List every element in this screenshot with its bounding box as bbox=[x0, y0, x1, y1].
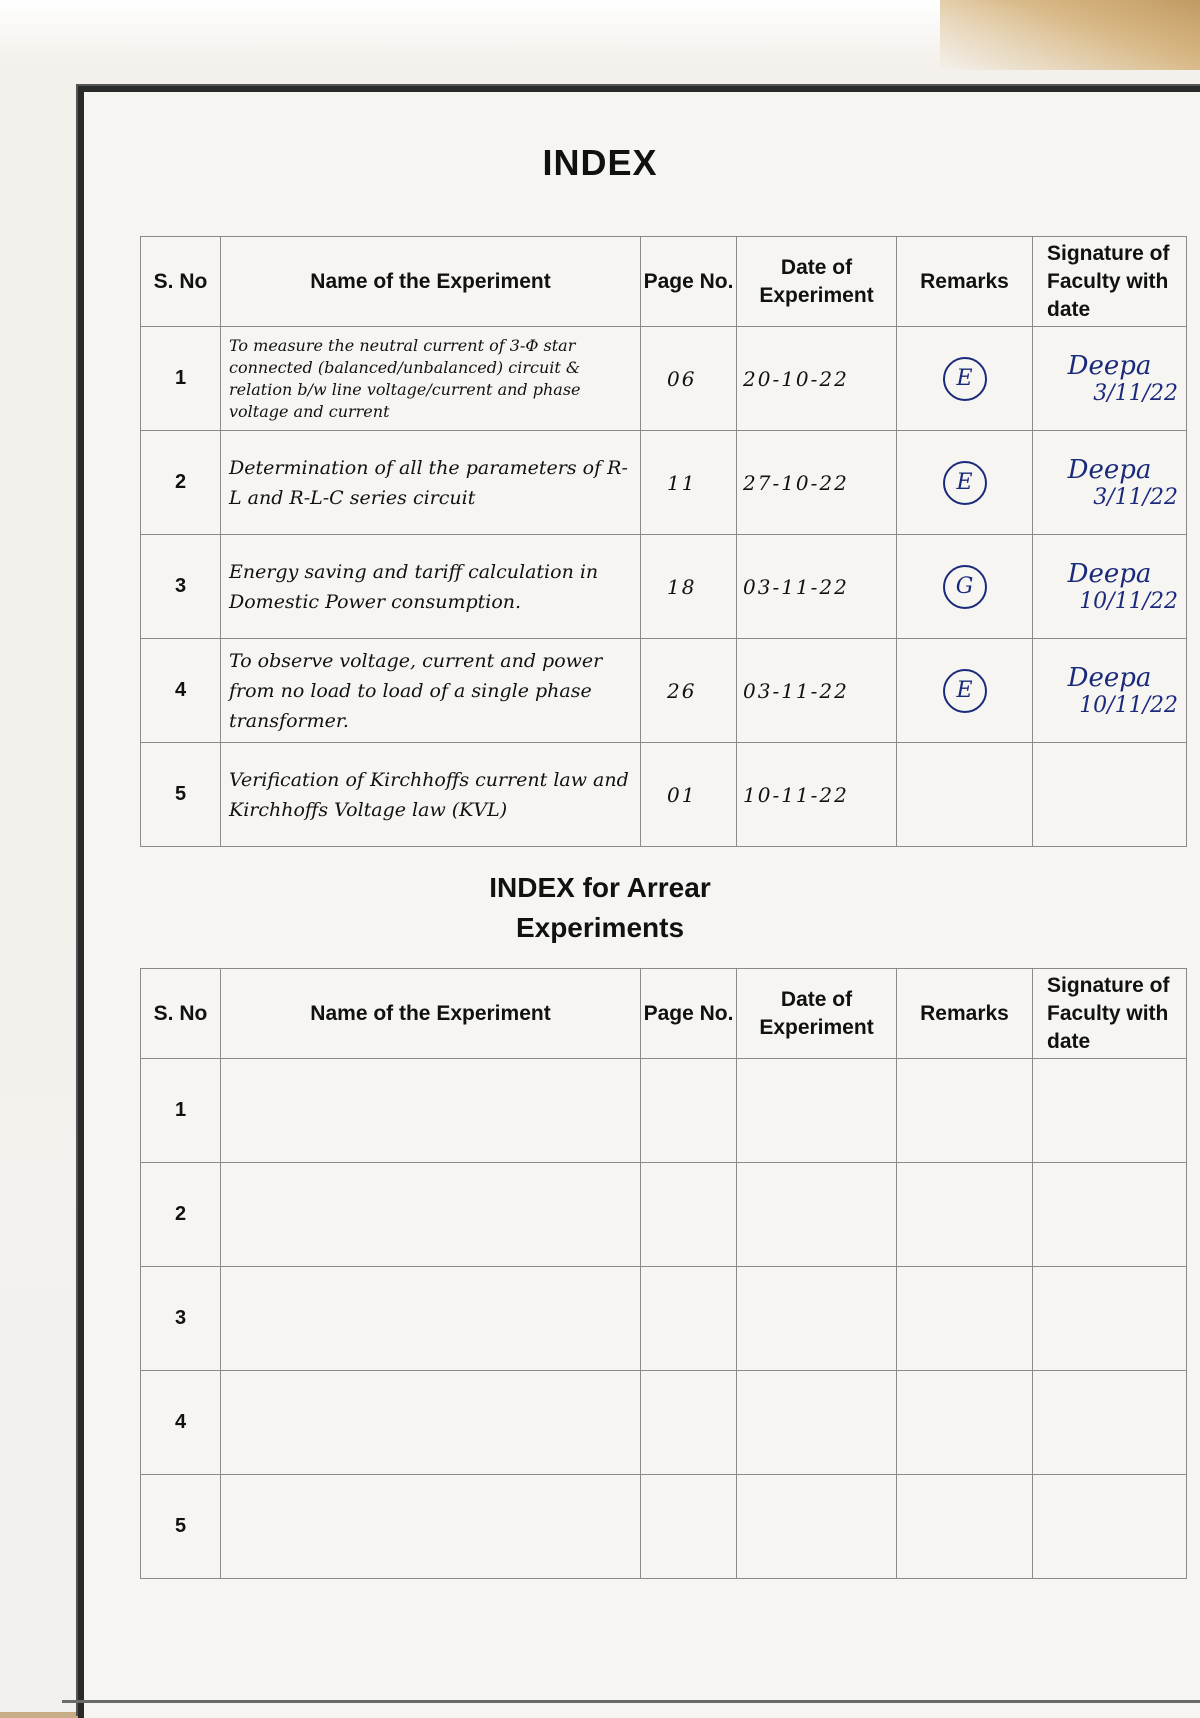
signature-cell bbox=[1033, 1059, 1187, 1163]
experiment-name: Energy saving and tariff calculation in Domestic Power consumption. bbox=[221, 535, 641, 639]
header-sno: S. No bbox=[141, 969, 221, 1059]
table-row bbox=[141, 535, 1187, 639]
header-sno: S. No bbox=[141, 237, 221, 327]
faculty-signature: Deepa bbox=[1067, 662, 1152, 693]
index-table bbox=[140, 236, 1187, 847]
remark-cell bbox=[897, 1059, 1033, 1163]
faculty-signature: Deepa bbox=[1067, 350, 1152, 381]
header-remarks: Remarks bbox=[897, 969, 1033, 1059]
signature-cell bbox=[1033, 1267, 1187, 1371]
header-signature: Signature of Faculty with date bbox=[1033, 969, 1187, 1059]
remark-cell bbox=[897, 1475, 1033, 1579]
row-sno: 2 bbox=[141, 1163, 221, 1267]
arrear-header-row bbox=[141, 969, 1187, 1059]
arrear-title-line1: INDEX for Arrear bbox=[489, 872, 711, 903]
experiment-date: 03-11-22 bbox=[737, 639, 897, 743]
faculty-signature: Deepa bbox=[1067, 558, 1152, 589]
remark-cell bbox=[897, 1163, 1033, 1267]
index-title: INDEX bbox=[542, 142, 658, 183]
header-page: Page No. bbox=[641, 969, 737, 1059]
signature-cell bbox=[1033, 1371, 1187, 1475]
remark-cell bbox=[897, 1371, 1033, 1475]
page-number bbox=[641, 1371, 737, 1475]
row-sno: 4 bbox=[141, 1371, 221, 1475]
signature-cell bbox=[1033, 1163, 1187, 1267]
index-header-row bbox=[141, 237, 1187, 327]
experiment-date bbox=[737, 1059, 897, 1163]
page-number bbox=[641, 1267, 737, 1371]
experiment-date: 20-10-22 bbox=[737, 327, 897, 431]
experiment-date bbox=[737, 1267, 897, 1371]
remark-cell bbox=[897, 535, 1033, 639]
table-row bbox=[141, 1371, 1187, 1475]
page-bottom-border bbox=[62, 1700, 1200, 1703]
experiment-name: Determination of all the parameters of R-L and R-L-C series circuit bbox=[221, 431, 641, 535]
remark-cell bbox=[897, 743, 1033, 847]
signature-date: 10/11/22 bbox=[1079, 588, 1178, 614]
remark-cell bbox=[897, 431, 1033, 535]
table-row bbox=[141, 1475, 1187, 1579]
grade-stamp: E bbox=[943, 357, 987, 401]
page-number bbox=[641, 1059, 737, 1163]
page-number: 06 bbox=[641, 327, 737, 431]
remark-cell bbox=[897, 327, 1033, 431]
experiment-name bbox=[221, 1475, 641, 1579]
row-sno: 4 bbox=[141, 639, 221, 743]
header-name: Name of the Experiment bbox=[221, 969, 641, 1059]
experiment-date: 03-11-22 bbox=[737, 535, 897, 639]
grade-stamp: E bbox=[943, 669, 987, 713]
row-sno: 5 bbox=[141, 743, 221, 847]
signature-cell bbox=[1033, 535, 1187, 639]
grade-stamp: E bbox=[943, 461, 987, 505]
row-sno: 3 bbox=[141, 1267, 221, 1371]
arrear-index-table bbox=[140, 968, 1187, 1579]
page-number: 01 bbox=[641, 743, 737, 847]
experiment-date bbox=[737, 1371, 897, 1475]
row-sno: 1 bbox=[141, 327, 221, 431]
signature-date: 3/11/22 bbox=[1093, 484, 1178, 510]
header-name: Name of the Experiment bbox=[221, 237, 641, 327]
page-number: 18 bbox=[641, 535, 737, 639]
table-row bbox=[141, 1163, 1187, 1267]
signature-cell bbox=[1033, 639, 1187, 743]
row-sno: 5 bbox=[141, 1475, 221, 1579]
signature-cell bbox=[1033, 327, 1187, 431]
signature-cell bbox=[1033, 1475, 1187, 1579]
signature-cell bbox=[1033, 743, 1187, 847]
experiment-name bbox=[221, 1163, 641, 1267]
page-number: 11 bbox=[641, 431, 737, 535]
table-row bbox=[141, 639, 1187, 743]
row-sno: 2 bbox=[141, 431, 221, 535]
remark-cell bbox=[897, 1267, 1033, 1371]
table-row bbox=[141, 1059, 1187, 1163]
signature-date: 10/11/22 bbox=[1079, 692, 1178, 718]
experiment-date bbox=[737, 1475, 897, 1579]
row-sno: 1 bbox=[141, 1059, 221, 1163]
faculty-signature: Deepa bbox=[1067, 454, 1152, 485]
table-row bbox=[141, 327, 1187, 431]
experiment-date: 10-11-22 bbox=[737, 743, 897, 847]
experiment-name bbox=[221, 1371, 641, 1475]
header-date: Date of Experiment bbox=[737, 237, 897, 327]
experiment-name: Verification of Kirchhoffs current law and Kirchhoffs Voltage law (KVL) bbox=[221, 743, 641, 847]
grade-stamp: G bbox=[943, 565, 987, 609]
experiment-name bbox=[221, 1267, 641, 1371]
page-number bbox=[641, 1163, 737, 1267]
experiment-name bbox=[221, 1059, 641, 1163]
table-surface-corner bbox=[940, 0, 1200, 70]
experiment-name: To observe voltage, current and power from no load to load of a single phase transformer. bbox=[221, 639, 641, 743]
table-row bbox=[141, 431, 1187, 535]
table-row bbox=[141, 743, 1187, 847]
header-page: Page No. bbox=[641, 237, 737, 327]
table-row bbox=[141, 1267, 1187, 1371]
experiment-date bbox=[737, 1163, 897, 1267]
signature-date: 3/11/22 bbox=[1093, 380, 1178, 406]
header-remarks: Remarks bbox=[897, 237, 1033, 327]
remark-cell bbox=[897, 639, 1033, 743]
row-sno: 3 bbox=[141, 535, 221, 639]
arrear-title-line2: Experiments bbox=[515, 912, 685, 943]
experiment-date: 27-10-22 bbox=[737, 431, 897, 535]
header-date: Date of Experiment bbox=[737, 969, 897, 1059]
page-number bbox=[641, 1475, 737, 1579]
page-number: 26 bbox=[641, 639, 737, 743]
header-signature: Signature of Faculty with date bbox=[1033, 237, 1187, 327]
signature-cell bbox=[1033, 431, 1187, 535]
experiment-name: To measure the neutral current of 3-Φ star connected (balanced/unbalanced) circuit & relation b/w line voltage/current and phase voltage and current bbox=[221, 327, 641, 431]
